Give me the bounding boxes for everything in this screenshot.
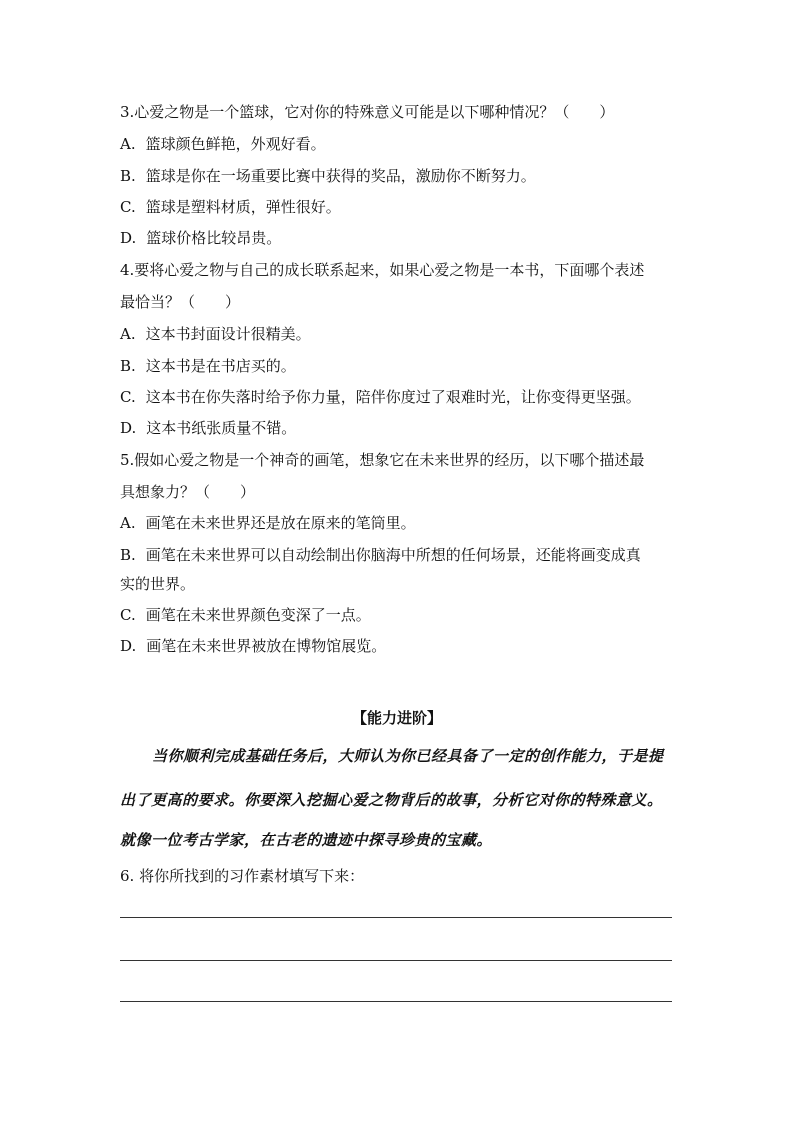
story-line-2: 出了更高的要求。你要深入挖掘心爱之物背后的故事，分析它对你的特殊意义。 — [120, 791, 663, 809]
option-letter: A. — [120, 135, 136, 153]
option-letter: D. — [120, 637, 137, 655]
question-5-option-c — [120, 605, 371, 625]
option-letter: C. — [120, 606, 136, 624]
option-letter: B. — [120, 357, 136, 375]
question-4-stem-line2: 最恰当？（ ） — [120, 293, 241, 311]
section-title: 【能力进阶】 — [351, 709, 442, 727]
question-5-option-d — [120, 636, 386, 656]
option-text: 这本书纸张质量不错。 — [146, 419, 297, 437]
question-5-stem-line1: 5.假如心爱之物是一个神奇的画笔，想象它在未来世界的经历，以下哪个描述最 — [120, 451, 645, 469]
option-text: 这本书在你失落时给予你力量，陪伴你度过了艰难时光，让你变得更坚强。 — [145, 388, 641, 406]
question-5-stem-line2: 具想象力？（ ） — [120, 483, 256, 501]
question-5-option-b-continued: 实的世界。 — [120, 575, 196, 593]
question-3-option-c — [120, 197, 341, 217]
option-letter: A. — [120, 325, 136, 343]
option-letter: A. — [120, 514, 136, 532]
option-text: 画笔在未来世界可以自动绘制出你脑海中所想的任何场景，还能将画变成真 — [145, 546, 641, 564]
option-text: 篮球价格比较昂贵。 — [146, 229, 282, 247]
option-text: 篮球是你在一场重要比赛中获得的奖品，激励你不断努力。 — [145, 167, 536, 185]
option-text: 这本书是在书店买的。 — [145, 357, 296, 375]
question-5-option-a — [120, 513, 416, 533]
option-text: 画笔在未来世界被放在博物馆展览。 — [146, 637, 387, 655]
question-5-option-b — [120, 545, 641, 565]
question-4-option-d — [120, 418, 296, 438]
question-4-option-a — [120, 324, 311, 344]
option-letter: D. — [120, 229, 137, 247]
question-3-stem: 3.心爱之物是一个篮球，它对你的特殊意义可能是以下哪种情况？（ ） — [120, 103, 615, 121]
question-3-option-b — [120, 166, 536, 186]
option-letter: C. — [120, 388, 136, 406]
story-line-3: 就像一位考古学家，在古老的遗迹中探寻珍贵的宝藏。 — [120, 831, 493, 849]
question-3-option-a — [120, 134, 326, 154]
answer-line-3[interactable] — [120, 1001, 672, 1002]
question-3-option-d — [120, 228, 281, 248]
answer-line-1[interactable] — [120, 917, 672, 918]
option-letter: B. — [120, 167, 136, 185]
question-4-option-c — [120, 387, 641, 407]
question-4-stem-line1: 4.要将心爱之物与自己的成长联系起来，如果心爱之物是一本书，下面哪个表述 — [120, 261, 645, 279]
option-text: 画笔在未来世界颜色变深了一点。 — [145, 606, 371, 624]
option-letter: C. — [120, 198, 136, 216]
option-letter: D. — [120, 419, 137, 437]
option-text: 篮球颜色鲜艳，外观好看。 — [145, 135, 326, 153]
option-text: 篮球是塑料材质，弹性很好。 — [145, 198, 341, 216]
answer-line-2[interactable] — [120, 960, 672, 961]
question-6-stem: 6. 将你所找到的习作素材填写下来： — [120, 867, 365, 885]
option-text: 这本书封面设计很精美。 — [145, 325, 311, 343]
story-line-1: 当你顺利完成基础任务后，大师认为你已经具备了一定的创作能力，于是提 — [152, 747, 664, 765]
option-text: 画笔在未来世界还是放在原来的笔筒里。 — [145, 514, 416, 532]
option-letter: B. — [120, 546, 136, 564]
question-4-option-b — [120, 356, 296, 376]
